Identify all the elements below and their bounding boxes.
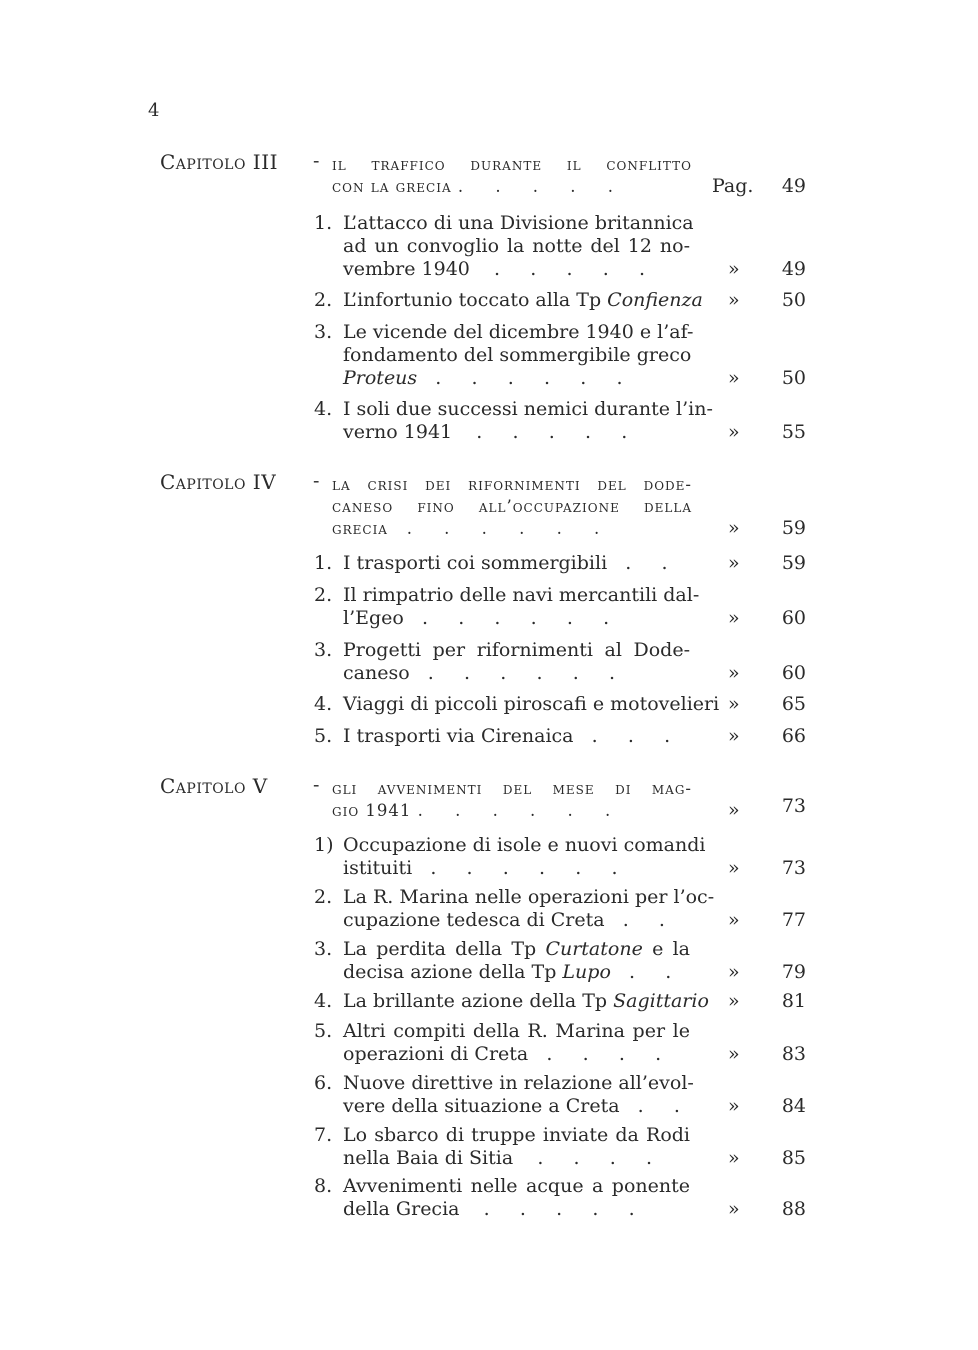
section-page: 50 xyxy=(781,367,806,389)
toc-entry xyxy=(0,725,978,748)
page-number: 4 xyxy=(148,100,160,121)
section-text: L’attacco di una Divisione britannica xyxy=(343,212,694,234)
toc-entry-continued xyxy=(0,1095,978,1118)
toc-entry xyxy=(0,693,978,716)
section-number: 2. xyxy=(314,584,333,606)
ditto-mark: » xyxy=(728,607,740,629)
ditto-mark: » xyxy=(728,961,740,983)
toc-entry-continued xyxy=(0,421,978,444)
toc-entry-continued xyxy=(0,607,978,630)
ditto-mark: » xyxy=(728,1198,740,1220)
chapter-page: 73 xyxy=(781,795,806,817)
section-text: operazioni di Creta . . . . xyxy=(343,1043,662,1065)
ditto-mark: » xyxy=(728,1095,740,1117)
toc-entry xyxy=(0,886,978,909)
ditto-mark: » xyxy=(728,289,740,311)
section-text: cupazione tedesca di Creta . . xyxy=(343,909,665,931)
toc-entry xyxy=(0,834,978,857)
toc-entry-continued xyxy=(0,662,978,685)
ditto-mark: » xyxy=(728,517,740,539)
ditto-mark: » xyxy=(728,421,740,443)
chapter-label: Capitolo III xyxy=(160,150,279,174)
section-number: 8. xyxy=(314,1175,333,1197)
toc-entry-continued xyxy=(0,961,978,984)
ditto-mark: » xyxy=(728,552,740,574)
toc-entry xyxy=(0,212,978,235)
section-text: verno 1941 . . . . . xyxy=(343,421,628,443)
section-page: 73 xyxy=(781,857,806,879)
section-page: 60 xyxy=(781,662,806,684)
section-number: 3. xyxy=(314,639,333,661)
section-number: 7. xyxy=(314,1124,333,1146)
toc-entry-continued xyxy=(0,857,978,880)
chapter-title-line: gio 1941 . . . . . . xyxy=(332,801,612,820)
section-page: 83 xyxy=(781,1043,806,1065)
toc-entry-continued xyxy=(0,1198,978,1221)
toc-entry-continued xyxy=(0,909,978,932)
toc-entry-continued xyxy=(0,258,978,281)
ditto-mark: » xyxy=(728,857,740,879)
section-page: 55 xyxy=(781,421,806,443)
ditto-mark: » xyxy=(728,799,740,821)
section-text: Il rimpatrio delle navi mercantili dal- xyxy=(343,584,700,606)
section-text: fondamento del sommergibile greco xyxy=(343,344,692,366)
section-text: La perdita della Tp Curtatone e la xyxy=(343,938,690,960)
toc-entry xyxy=(0,1020,978,1043)
section-page: 84 xyxy=(781,1095,806,1117)
title-dash: - xyxy=(313,150,320,172)
ditto-mark: » xyxy=(728,693,740,715)
toc-entry xyxy=(0,584,978,607)
section-text: I soli due successi nemici durante l’in- xyxy=(343,398,713,420)
section-page: 49 xyxy=(781,258,806,280)
section-page: 60 xyxy=(781,607,806,629)
title-dash: - xyxy=(313,774,320,796)
toc-entry xyxy=(0,321,978,344)
toc-entry xyxy=(0,398,978,421)
section-text: istituiti . . . . . . xyxy=(343,857,618,879)
toc-entry xyxy=(0,1072,978,1095)
ditto-mark: » xyxy=(728,258,740,280)
section-text: della Grecia . . . . . xyxy=(343,1198,635,1220)
section-number: 1. xyxy=(314,212,333,234)
section-page: 85 xyxy=(781,1147,806,1169)
toc-entry xyxy=(0,639,978,662)
section-text: decisa azione della Tp Lupo . . xyxy=(343,961,672,983)
chapter-title-line: la crisi dei rifornimenti del dode- xyxy=(332,475,692,494)
section-text: Occupazione di isole e nuovi comandi xyxy=(343,834,706,856)
ditto-mark: » xyxy=(728,367,740,389)
section-text: caneso . . . . . . xyxy=(343,662,615,684)
section-number: 6. xyxy=(314,1072,333,1094)
section-page: 65 xyxy=(781,693,806,715)
section-text: Proteus . . . . . . xyxy=(343,367,623,389)
section-text: ad un convoglio la notte del 12 no- xyxy=(343,235,690,257)
toc-entry-continued xyxy=(0,344,978,367)
section-page: 66 xyxy=(781,725,806,747)
section-number: 4. xyxy=(314,693,333,715)
section-text: Nuove direttive in relazione all’evol- xyxy=(343,1072,694,1094)
chapter-label: Capitolo IV xyxy=(160,470,277,494)
chapter-title-line: grecia . . . . . . xyxy=(332,519,601,538)
toc-entry xyxy=(0,1175,978,1198)
section-text: La brillante azione della Tp Sagittario xyxy=(343,990,709,1012)
toc-entry xyxy=(0,1124,978,1147)
section-number: 5. xyxy=(314,725,333,747)
section-text: I trasporti coi sommergibili . . xyxy=(343,552,668,574)
toc-entry-continued xyxy=(0,1043,978,1066)
section-text: Lo sbarco di truppe inviate da Rodi xyxy=(343,1124,690,1146)
chapter-title-line: gli avvenimenti del mese di mag- xyxy=(332,779,692,798)
section-number: 3. xyxy=(314,938,333,960)
section-text: vembre 1940 . . . . . xyxy=(343,258,646,280)
section-page: 81 xyxy=(781,990,806,1012)
section-number: 4. xyxy=(314,990,333,1012)
section-page: 50 xyxy=(781,289,806,311)
page-prefix: Pag. xyxy=(712,175,754,197)
section-text: L’infortunio toccato alla Tp Confienza xyxy=(343,289,703,311)
toc-entry xyxy=(0,938,978,961)
section-text: l’Egeo . . . . . . xyxy=(343,607,610,629)
section-text: nella Baia di Sitia . . . . xyxy=(343,1147,653,1169)
ditto-mark: » xyxy=(728,990,740,1012)
chapter-title-line: il traffico durante il conflitto xyxy=(332,155,692,174)
section-number: 1. xyxy=(314,552,333,574)
section-page: 79 xyxy=(781,961,806,983)
toc-entry xyxy=(0,990,978,1013)
section-text: Altri compiti della R. Marina per le xyxy=(343,1020,690,1042)
toc-entry-continued xyxy=(0,235,978,258)
toc-entry-continued xyxy=(0,1147,978,1170)
toc-entry xyxy=(0,552,978,575)
chapter-page: 49 xyxy=(781,175,806,197)
ditto-mark: » xyxy=(728,725,740,747)
section-text: vere della situazione a Creta . . xyxy=(343,1095,680,1117)
section-text: Viaggi di piccoli piroscafi e motovelieri xyxy=(343,693,720,715)
ditto-mark: » xyxy=(728,1043,740,1065)
toc-entry-continued xyxy=(0,367,978,390)
section-number: 1) xyxy=(314,834,334,856)
section-number: 5. xyxy=(314,1020,333,1042)
section-text: La R. Marina nelle operazioni per l’oc- xyxy=(343,886,715,908)
chapter-title-line: caneso fino all’occupazione della xyxy=(332,497,692,516)
section-number: 4. xyxy=(314,398,333,420)
section-text: Avvenimenti nelle acque a ponente xyxy=(343,1175,690,1197)
section-page: 88 xyxy=(781,1198,806,1220)
chapter-title-line: con la grecia . . . . . xyxy=(332,177,614,196)
title-dash: - xyxy=(313,470,320,492)
section-number: 2. xyxy=(314,289,333,311)
section-text: Le vicende del dicembre 1940 e l’af- xyxy=(343,321,694,343)
section-page: 59 xyxy=(781,552,806,574)
ditto-mark: » xyxy=(728,662,740,684)
ditto-mark: » xyxy=(728,909,740,931)
chapter-label: Capitolo V xyxy=(160,774,268,798)
section-number: 2. xyxy=(314,886,333,908)
section-number: 3. xyxy=(314,321,333,343)
chapter-page: 59 xyxy=(781,517,806,539)
toc-entry xyxy=(0,289,978,312)
section-text: I trasporti via Cirenaica . . . xyxy=(343,725,671,747)
ditto-mark: » xyxy=(728,1147,740,1169)
section-page: 77 xyxy=(781,909,806,931)
section-text: Progetti per rifornimenti al Dode- xyxy=(343,639,690,661)
